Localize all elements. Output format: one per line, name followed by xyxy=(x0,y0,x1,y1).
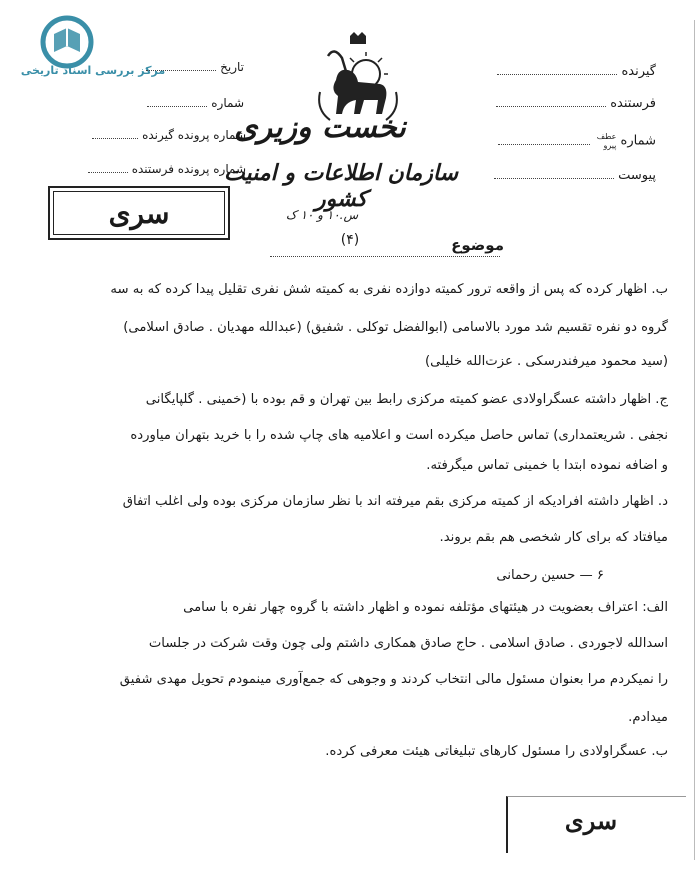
letterhead-title: نخست وزیری xyxy=(234,110,406,145)
body-line: اسدالله لاجوردی . صادق اسلامی . حاج صادق همکاری داشتم ولی چون وقت شرکت در جلسات xyxy=(148,636,668,651)
receiver-file-label: شماره پرونده گیرنده xyxy=(142,128,246,142)
body-line: ب. اظهار کرده که پس از واقعه ترور کمیته دوازده نفری به کمیته شش نفری تقلیل پیدا کرده که به سه xyxy=(110,282,668,297)
subject-line xyxy=(270,256,500,257)
classification-stamp: سری xyxy=(48,186,230,240)
archive-watermark-text: مرکز بررسی اسناد تاریخی xyxy=(20,64,166,77)
body-line: ج. اظهار داشته عسگراولادی عضو کمیته مرکزی رابط بین تهران و قم بوده با (خمینی . گلپایگانی xyxy=(145,392,668,407)
ref-label-1: عطف xyxy=(596,132,617,141)
number-field-right xyxy=(470,132,656,150)
number-label-left: شماره xyxy=(211,96,244,110)
sender-field xyxy=(470,96,656,111)
body-line: و اضافه نموده ابتدا با خمینی تماس میگرفته. xyxy=(426,458,668,473)
subject-label: موضوع xyxy=(451,236,504,254)
body-line: میافتاد که برای کار شخصی هم بقم بروند. xyxy=(439,530,668,545)
number-label-right: شماره xyxy=(620,133,656,149)
receiver-file-field xyxy=(60,128,246,142)
sender-label: فرستنده xyxy=(610,96,656,111)
page-edge-line xyxy=(694,20,695,860)
section-heading: ۶ — حسین رحمانی xyxy=(496,568,604,583)
date-label: تاریخ xyxy=(220,60,244,74)
body-line: الف: اعتراف بعضویت در هیئتهای مؤتلفه نموده و اظهار داشته با گروه چهار نفره با سامی xyxy=(183,600,668,615)
ref-label-2: پیرو xyxy=(603,141,617,150)
archive-logo-icon xyxy=(36,14,98,70)
sender-file-label: شماره پرونده فرستنده xyxy=(131,162,246,176)
attachment-label: پیوست xyxy=(618,168,656,183)
date-field xyxy=(124,60,244,74)
page-number: (۴) xyxy=(340,232,360,248)
ref-stack xyxy=(594,132,616,150)
receiver-label: گیرنده xyxy=(621,64,656,79)
body-line: گروه دو نفره تقسیم شد مورد بالاسامی (ابوالفضل توکلی . شفیق) (عبدالله مهدیان . صادق اسلامی) xyxy=(123,320,668,335)
letterhead-subtitle: سازمان اطلاعات و امنیت کشور xyxy=(223,160,459,212)
body-line: ب. عسگراولادی را مسئول کارهای تبلیغاتی هیئت معرفی کرده. xyxy=(325,744,668,759)
body-line: را نمیکردم مرا بعنوان مسئول مالی انتخاب کردند و وجوهی که جمع‌آوری مینمودم تحویل مهدی شفیق xyxy=(119,672,668,687)
body-line: د. اظهار داشته افرادیکه از کمیته مرکزی بقم میرفته اند با نظر سازمان مرکزی بوده ولی اغلب اتفاق xyxy=(122,494,668,509)
receiver-field xyxy=(470,64,656,79)
sender-file-field xyxy=(60,162,246,176)
number-field-left xyxy=(130,96,244,110)
document-code: س.۱۰ و ۱۰ ک xyxy=(285,208,359,222)
footer-classification-stamp: سری xyxy=(564,806,618,835)
attachment-field xyxy=(470,168,656,183)
body-line: نجفی . شریعتمداری) تماس حاصل میکرده است و اعلامیه های چاپ شده را با خرید بتهران میاورده xyxy=(130,428,668,443)
body-line: میدادم. xyxy=(628,710,668,725)
body-line: (سید محمود میرفندرسکی . عزت‌الله خلیلی) xyxy=(424,354,668,369)
